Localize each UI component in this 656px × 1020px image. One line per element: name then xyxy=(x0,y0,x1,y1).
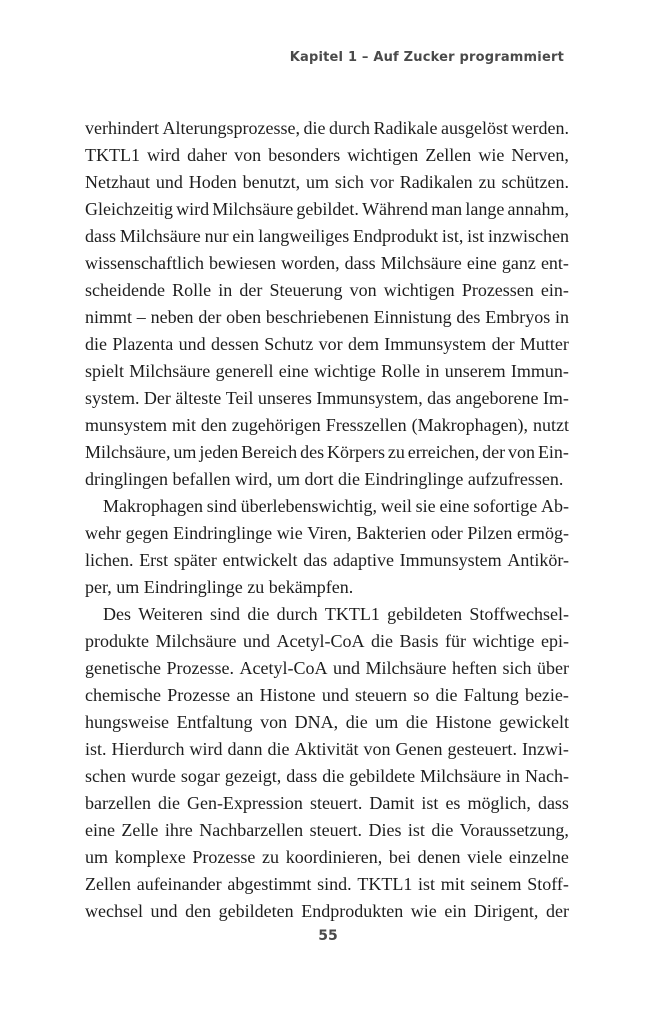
running-header: Kapitel 1 – Auf Zucker programmiert xyxy=(289,50,564,65)
text-line: scheidende Rolle in der Steuerung von wichtigen Prozessen ein- xyxy=(85,280,569,300)
text-line: produkte Milchsäure und Acetyl-CoA die Basis für wichtige epi- xyxy=(85,631,569,651)
text-line: ist. Hierdurch wird dann die Aktivität von Genen gesteuert. Inzwi- xyxy=(85,739,569,759)
text-line: die Plazenta und dessen Schutz vor dem Immunsystem der Mutter xyxy=(85,334,569,354)
text-line: per, um Eindringlinge zu bekämpfen. xyxy=(85,577,354,597)
text-line: schen wurde sogar gezeigt, dass die gebildete Milchsäure in Nach- xyxy=(85,766,569,786)
paragraph xyxy=(85,601,569,925)
text-line: lichen. Erst später entwickelt das adaptive Immunsystem Antikör- xyxy=(85,550,569,570)
text-line: Milchsäure, um jeden Bereich des Körpers zu erreichen, der von Ein- xyxy=(85,442,569,462)
text-line: hungsweise Entfaltung von DNA, die um die Histone gewickelt xyxy=(85,712,569,732)
text-line: verhindert Alterungsprozesse, die durch Radikale ausgelöst werden. xyxy=(85,118,569,138)
text-line: wehr gegen Eindringlinge wie Viren, Bakterien oder Pilzen ermög- xyxy=(85,523,569,543)
text-line: wissenschaftlich bewiesen worden, dass Milchsäure eine ganz ent- xyxy=(85,253,569,273)
text-line: system. Der älteste Teil unseres Immunsystem, das angeborene Im- xyxy=(85,388,569,408)
text-line: dass Milchsäure nur ein langweiliges Endprodukt ist, ist inzwischen xyxy=(85,226,569,246)
text-line: Makrophagen sind überlebenswichtig, weil sie eine sofortige Ab- xyxy=(103,496,569,516)
text-line: wechsel und den gebildeten Endprodukten wie ein Dirigent, der xyxy=(85,901,569,921)
body-text xyxy=(85,115,569,925)
text-line: barzellen die Gen-Expression steuert. Damit ist es möglich, dass xyxy=(85,793,569,813)
text-line: nimmt – neben der oben beschriebenen Einnistung des Embryos in xyxy=(85,307,569,327)
text-line: eine Zelle ihre Nachbarzellen steuert. Dies ist die Voraussetzung, xyxy=(85,820,569,840)
text-line: genetische Prozesse. Acetyl-CoA und Milchsäure heften sich über xyxy=(85,658,569,678)
page-number: 55 xyxy=(318,928,338,944)
text-line: chemische Prozesse an Histone und steuern so die Faltung bezie- xyxy=(85,685,569,705)
text-line: TKTL1 wird daher von besonders wichtigen Zellen wie Nerven, xyxy=(85,145,569,165)
text-line: spielt Milchsäure generell eine wichtige Rolle in unserem Immun- xyxy=(85,361,569,381)
text-line: um komplexe Prozesse zu koordinieren, bei denen viele einzelne xyxy=(85,847,569,867)
text-line: Des Weiteren sind die durch TKTL1 gebildeten Stoffwechsel- xyxy=(103,604,569,624)
text-line: Zellen aufeinander abgestimmt sind. TKTL1 ist mit seinem Stoff- xyxy=(85,874,569,894)
text-line: munsystem mit den zugehörigen Fresszellen (Makrophagen), nutzt xyxy=(85,415,569,435)
text-line: Gleichzeitig wird Milchsäure gebildet. Während man lange annahm, xyxy=(85,199,569,219)
paragraph xyxy=(85,493,569,601)
text-line: dringlingen befallen wird, um dort die Eindringlinge aufzufressen. xyxy=(85,469,564,489)
paragraph xyxy=(85,115,569,493)
text-line: Netzhaut und Hoden benutzt, um sich vor Radikalen zu schützen. xyxy=(85,172,569,192)
